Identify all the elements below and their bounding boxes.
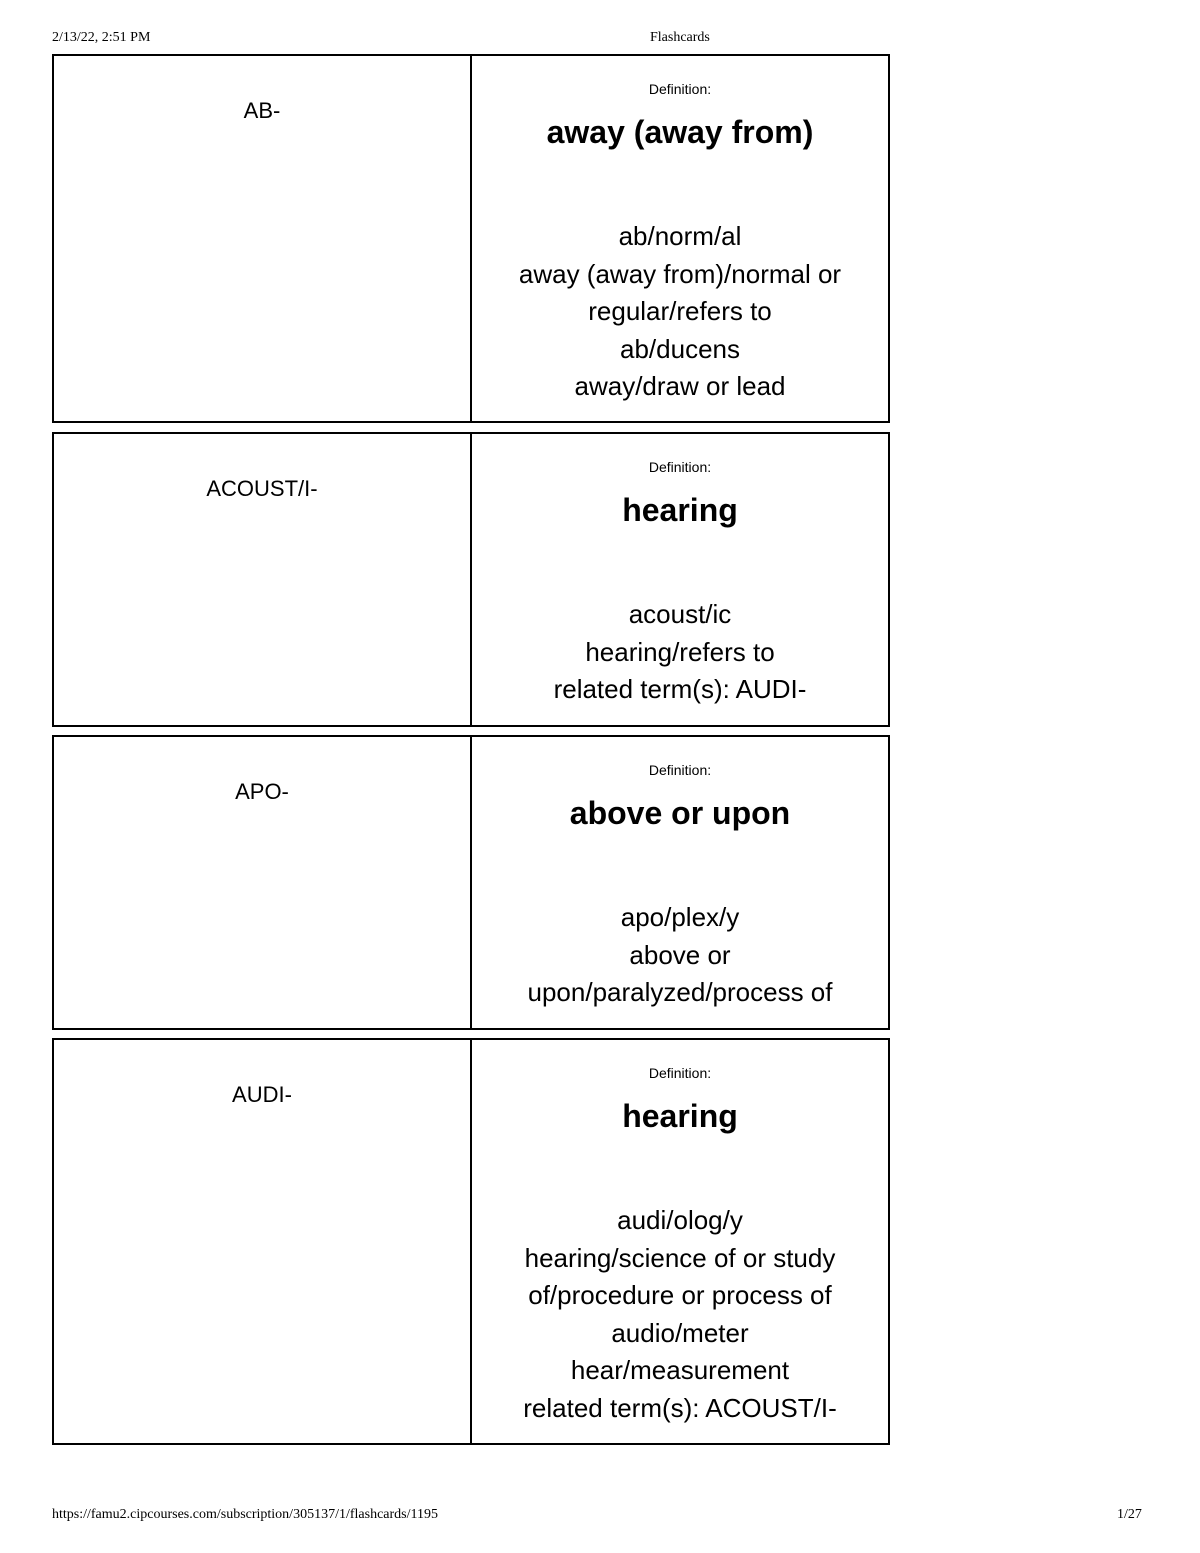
term: AB- bbox=[243, 98, 281, 123]
example-line: of/procedure or process of bbox=[528, 1280, 832, 1311]
card-front bbox=[54, 56, 472, 421]
print-date: 2/13/22, 2:51 PM bbox=[52, 30, 151, 45]
example-line: audio/meter bbox=[611, 1317, 749, 1348]
card-back bbox=[472, 737, 888, 1028]
examples bbox=[472, 218, 888, 406]
example-line: upon/paralyzed/process of bbox=[527, 977, 833, 1008]
example-line: hearing/refers to bbox=[585, 636, 775, 667]
flashcard bbox=[52, 1038, 890, 1445]
example-line: regular/refers to bbox=[588, 296, 772, 327]
page-url[interactable]: https://famu2.cipcourses.com/subscription/305137/1/flashcards/1195 bbox=[52, 1507, 438, 1522]
term: APO- bbox=[235, 779, 289, 804]
page-number: 1/27 bbox=[1117, 1507, 1142, 1522]
example-line: hearing/science of or study bbox=[524, 1242, 836, 1273]
example-line: related term(s): AUDI- bbox=[553, 674, 807, 705]
example-line: apo/plex/y bbox=[620, 902, 740, 932]
card-back bbox=[472, 434, 888, 725]
definition: hearing bbox=[622, 492, 738, 528]
card-front bbox=[54, 737, 472, 1028]
definition: hearing bbox=[622, 1098, 738, 1134]
definition-label: Definition: bbox=[648, 762, 712, 778]
examples bbox=[472, 596, 888, 709]
example-line: above or bbox=[629, 939, 731, 970]
term: AUDI- bbox=[232, 1082, 292, 1107]
card-back bbox=[472, 56, 888, 421]
examples bbox=[472, 899, 888, 1012]
card-front bbox=[54, 1040, 472, 1443]
flashcard bbox=[52, 432, 890, 727]
example-line: ab/norm/al bbox=[618, 221, 742, 251]
example-line: away/draw or lead bbox=[574, 371, 786, 402]
example-line: ab/ducens bbox=[620, 333, 740, 364]
card-front bbox=[54, 434, 472, 725]
flashcard bbox=[52, 735, 890, 1030]
definition-label: Definition: bbox=[648, 1065, 712, 1081]
example-line: related term(s): ACOUST/I- bbox=[523, 1392, 837, 1423]
example-line: audi/olog/y bbox=[617, 1205, 743, 1235]
card-back bbox=[472, 1040, 888, 1443]
examples bbox=[472, 1202, 888, 1428]
term: ACOUST/I- bbox=[206, 476, 318, 501]
example-line: hear/measurement bbox=[570, 1355, 790, 1386]
example-line: acoust/ic bbox=[628, 599, 732, 629]
example-line: away (away from)/normal or bbox=[518, 258, 842, 289]
definition-label: Definition: bbox=[648, 81, 712, 97]
definition-label: Definition: bbox=[648, 459, 712, 475]
definition: above or upon bbox=[569, 795, 791, 831]
page-title: Flashcards bbox=[650, 30, 710, 45]
flashcard bbox=[52, 54, 890, 423]
definition: away (away from) bbox=[546, 114, 814, 150]
